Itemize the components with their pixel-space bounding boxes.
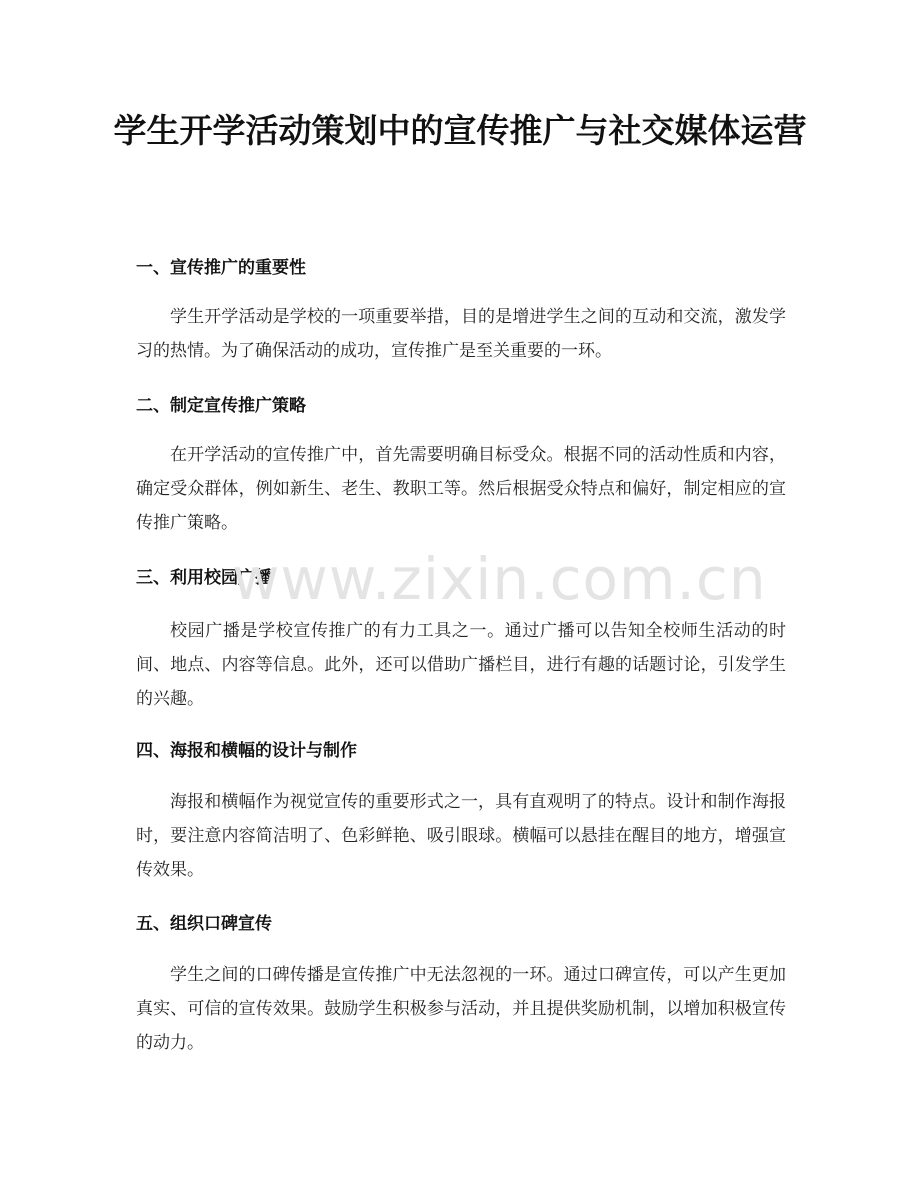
section-heading-3: 三、利用校园广播 [136,568,272,588]
section-body-3: 校园广播是学校宣传推广的有力工具之一。通过广播可以告知全校师生活动的时间、地点、内容等信息。此外，还可以借助广播栏目，进行有趣的话题讨论，引发学生的兴趣。 [136,621,786,709]
section-heading-4: 四、海报和横幅的设计与制作 [136,741,357,761]
page-title: 学生开学活动策划中的宣传推广与社交媒体运营 [113,111,807,150]
watermark: www.zixin.com.cn [232,545,767,613]
section-heading-1: 一、宣传推广的重要性 [136,258,306,278]
section-body-1: 学生开学活动是学校的一项重要举措，目的是增进学生之间的互动和交流，激发学习的热情。为了确保活动的成功，宣传推广是至关重要的一环。 [136,307,786,361]
section-body-5: 学生之间的口碑传播是宣传推广中无法忽视的一环。通过口碑宣传，可以产生更加真实、可信的宣传效果。鼓励学生积极参与活动，并且提供奖励机制，以增加积极宣传的动力。 [136,965,786,1053]
section-body-4: 海报和横幅作为视觉宣传的重要形式之一，具有直观明了的特点。设计和制作海报时，要注意内容简洁明了、色彩鲜艳、吸引眼球。横幅可以悬挂在醒目的地方，增强宣传效果。 [136,792,786,880]
section-heading-2: 二、制定宣传推广策略 [136,396,306,416]
section-heading-5: 五、组织口碑宣传 [136,914,272,934]
section-body-2: 在开学活动的宣传推广中，首先需要明确目标受众。根据不同的活动性质和内容，确定受众群体，例如新生、老生、教职工等。然后根据受众特点和偏好，制定相应的宣传推广策略。 [136,445,786,533]
